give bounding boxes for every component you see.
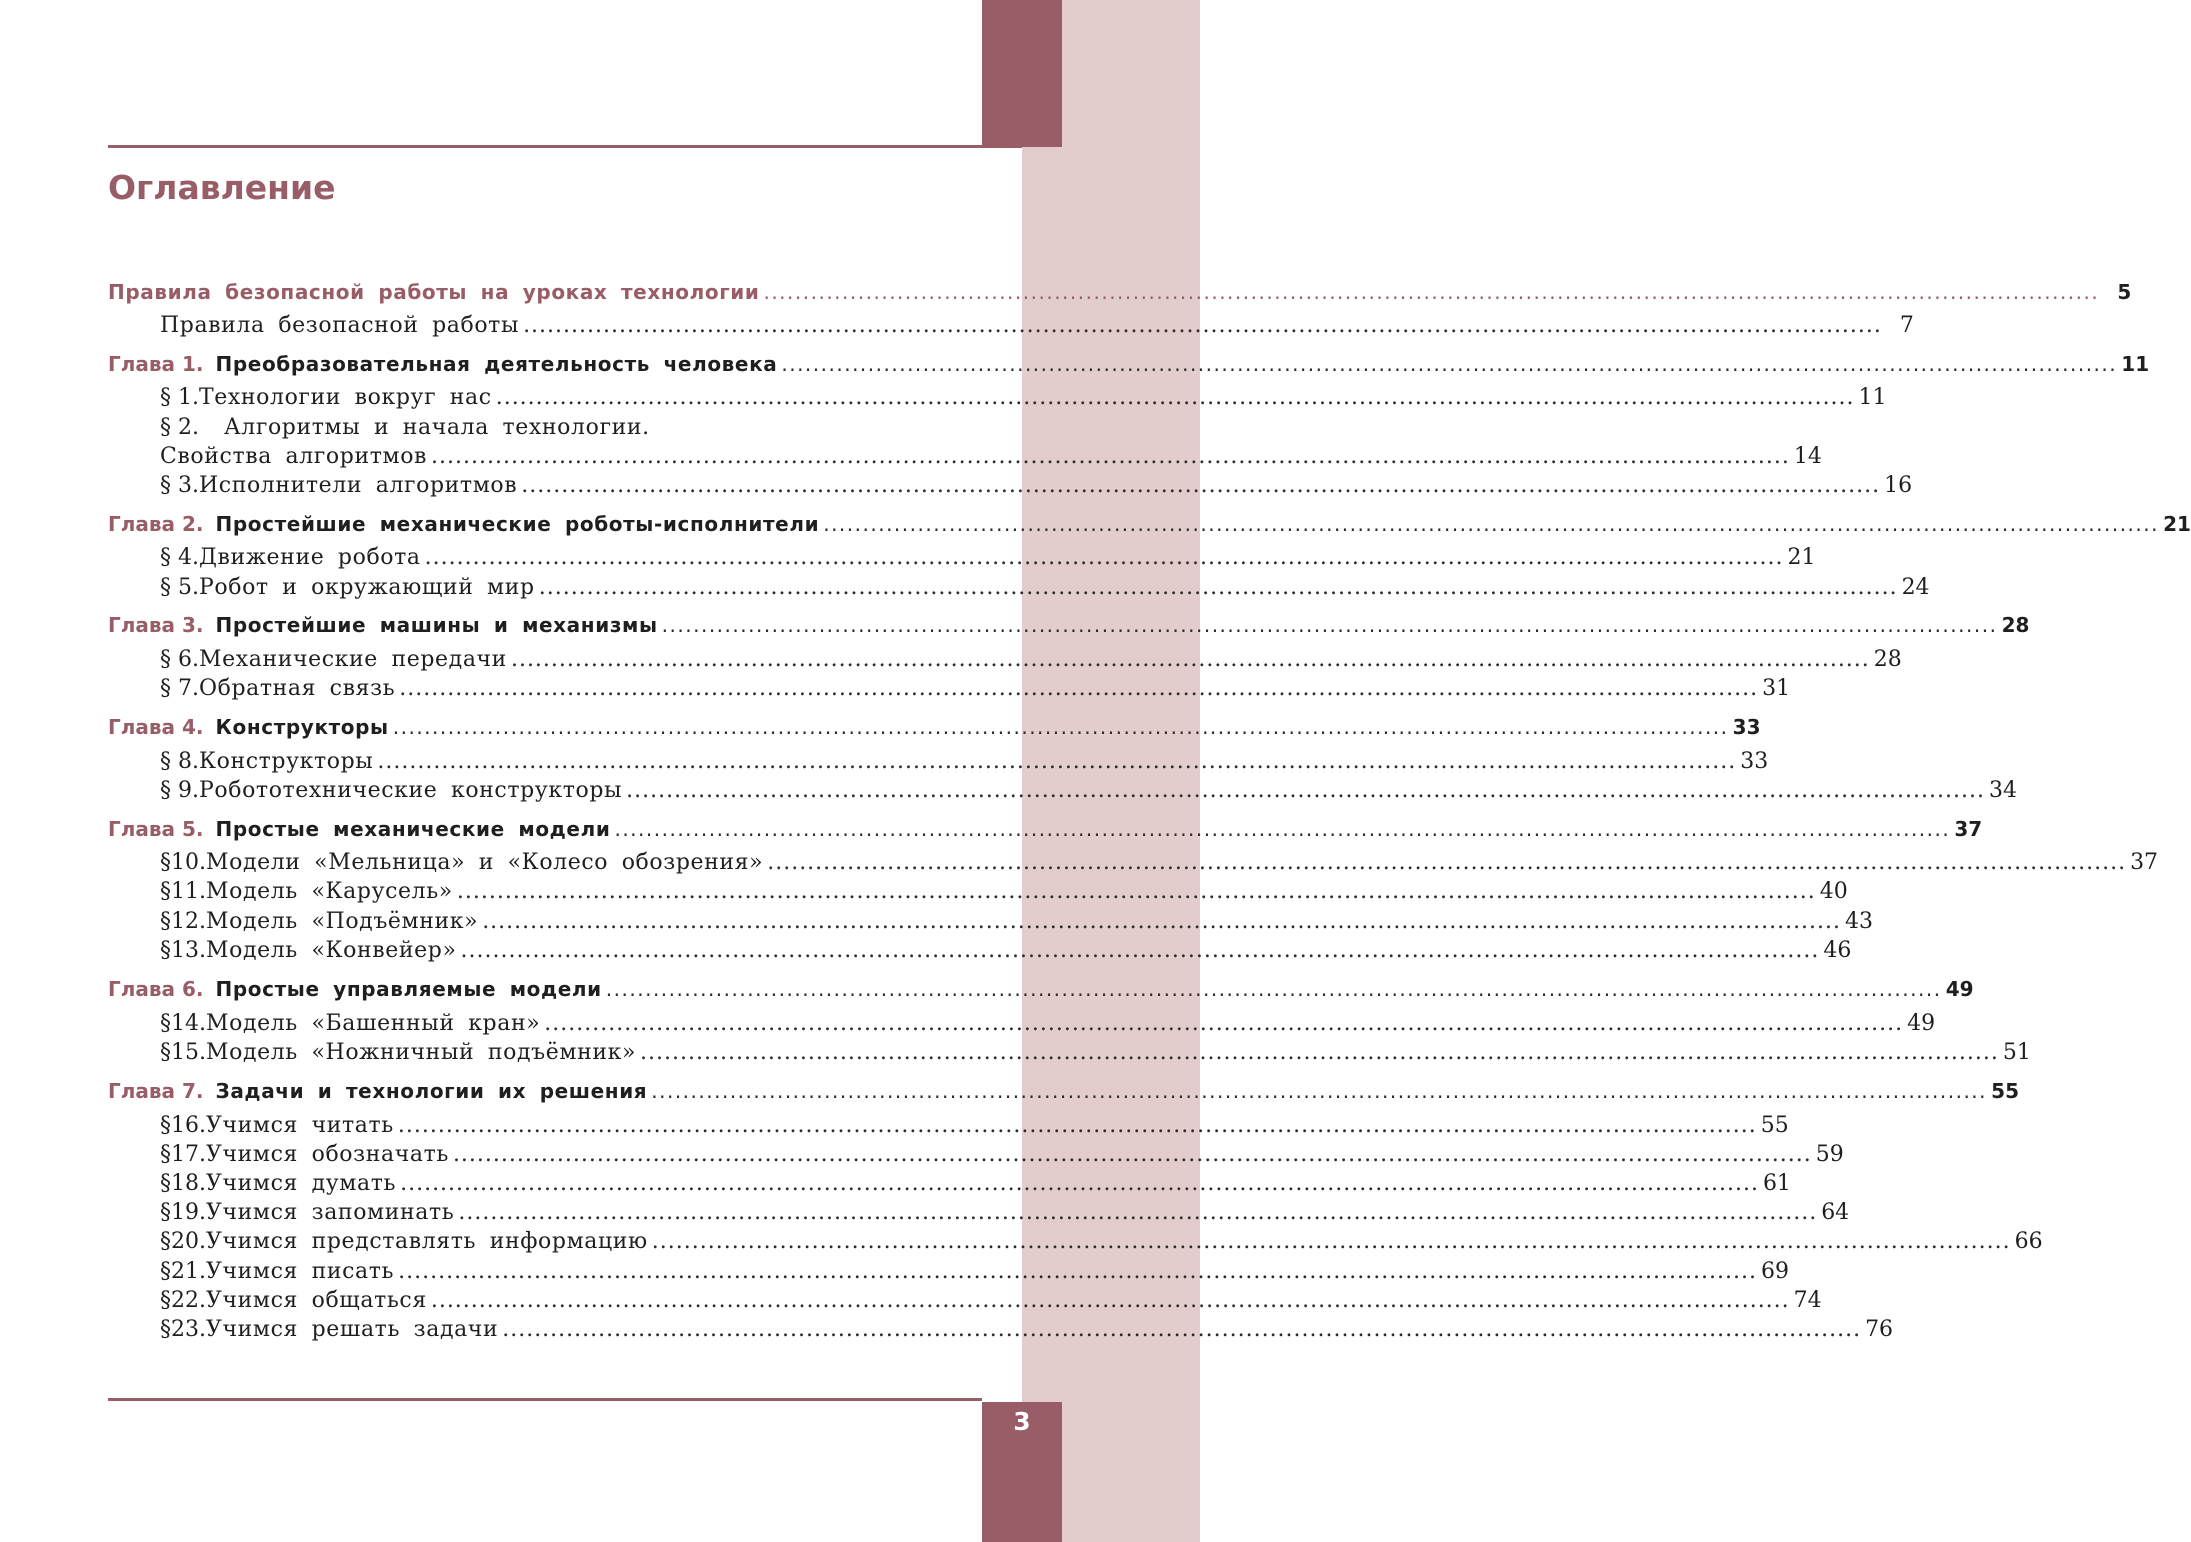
chapter-number: Глава 3.: [108, 613, 204, 637]
toc-page-number: 31: [1762, 676, 1791, 701]
toc-section-row[interactable]: [160, 935, 1852, 967]
toc-entry-title: Алгоритмы и начала технологии.: [224, 415, 650, 440]
dot-leader: ..........................................................................................................................................................................: [544, 1011, 1904, 1036]
toc-section-row[interactable]: [160, 572, 1930, 604]
toc-entry-title: Простейшие механические роботы-исполнители: [215, 512, 820, 536]
section-number: § 6.: [160, 647, 199, 672]
dot-leader: ..........................................................................................................................................................................: [767, 850, 2127, 875]
toc-page-number: 7: [1899, 313, 1914, 338]
toc-section-row[interactable]: [160, 775, 2017, 807]
toc-entry-title: Учимся писать: [206, 1259, 395, 1284]
toc-section-row[interactable]: [160, 673, 1791, 705]
toc-page-number: 16: [1884, 473, 1913, 498]
toc-section-row[interactable]: [160, 746, 1769, 778]
toc-chapter-row[interactable]: [108, 711, 1761, 743]
toc-entry-title: Модель «Башенный кран»: [206, 1011, 541, 1036]
toc-section-row[interactable]: [160, 1110, 1789, 1142]
section-number: §14.: [160, 1011, 206, 1036]
section-number: §13.: [160, 938, 206, 963]
dot-leader: ..........................................................................................................................................................................: [781, 352, 2118, 376]
toc-page-number: 61: [1762, 1171, 1791, 1196]
section-number: § 5.: [160, 575, 199, 600]
toc-section-row[interactable]: [160, 1168, 1791, 1200]
toc-section-row[interactable]: [160, 441, 1822, 473]
section-number: §11.: [160, 879, 206, 904]
toc-section-row[interactable]: [160, 1008, 1936, 1040]
toc-section-row[interactable]: [160, 310, 1914, 342]
toc-entry-title: Правила безопасной работы на уроках технологии: [108, 280, 760, 304]
toc-page-number: 76: [1865, 1317, 1894, 1342]
toc-entry-title: Задачи и технологии их решения: [215, 1079, 648, 1103]
toc-entry-title: Учимся читать: [206, 1113, 394, 1138]
section-number: §19.: [160, 1200, 206, 1225]
section-number: §22.: [160, 1288, 206, 1313]
section-number: §23.: [160, 1317, 206, 1342]
page-number: 3: [1013, 1407, 1031, 1436]
toc-entry-title: Модель «Подъёмник»: [206, 909, 479, 934]
toc-page-number: 5: [2117, 280, 2132, 304]
toc-page-number: 51: [2002, 1040, 2031, 1065]
section-number: §18.: [160, 1171, 206, 1196]
toc-page-number: 49: [1945, 977, 1974, 1001]
toc-chapter-row[interactable]: [108, 1075, 2020, 1107]
toc-entry-title: Учимся обозначать: [206, 1142, 449, 1167]
toc-page-number: 64: [1821, 1200, 1850, 1225]
dot-leader: ..........................................................................................................................................................................: [510, 647, 1870, 672]
toc-entry-title: Учимся запоминать: [206, 1200, 455, 1225]
section-number: § 8.: [160, 749, 199, 774]
chapter-number: Глава 5.: [108, 817, 204, 841]
toc-entry-title: Свойства алгоритмов: [160, 444, 428, 469]
section-number: § 3.: [160, 473, 199, 498]
toc-chapter-row[interactable]: [108, 276, 2132, 308]
toc-page-number: 66: [2014, 1229, 2043, 1254]
chapter-number: Глава 2.: [108, 512, 204, 536]
toc-page-number: 40: [1819, 879, 1848, 904]
section-number: §16.: [160, 1113, 206, 1138]
toc-entry-title: Модель «Конвейер»: [206, 938, 457, 963]
toc-section-row[interactable]: [160, 412, 982, 444]
toc-page-number: 74: [1793, 1288, 1822, 1313]
toc-section-row[interactable]: [160, 1314, 1894, 1346]
dot-leader: ..........................................................................................................................................................................: [452, 1142, 1812, 1167]
toc-section-row[interactable]: [160, 847, 2159, 879]
toc-entry-title: Простые управляемые модели: [215, 977, 602, 1001]
toc-entry-title: Робот и окружающий мир: [198, 575, 535, 600]
toc-entry-title: Простейшие машины и механизмы: [215, 613, 658, 637]
section-number: §20.: [160, 1229, 206, 1254]
toc-entry-title: Учимся представлять информацию: [206, 1229, 648, 1254]
toc-section-row[interactable]: [160, 876, 1848, 908]
toc-page-number: 28: [1873, 647, 1902, 672]
toc-entry-title: Правила безопасной работы: [160, 313, 520, 338]
toc-page-number: 37: [1954, 817, 1983, 841]
toc-entry-title: Модель «Карусель»: [206, 879, 453, 904]
toc-entry-title: Учимся общаться: [206, 1288, 427, 1313]
chapter-number: Глава 7.: [108, 1079, 204, 1103]
toc-entry-title: Модели «Мельница» и «Колесо обозрения»: [206, 850, 764, 875]
toc-entry-title: Движение робота: [198, 545, 421, 570]
toc-page-number: 28: [2001, 613, 2030, 637]
dot-leader: ..........................................................................................................................................................................: [661, 613, 1998, 637]
toc-entry-title: Модель «Ножничный подъёмник»: [206, 1040, 637, 1065]
toc-page-number: 11: [2121, 352, 2150, 376]
section-number: §17.: [160, 1142, 206, 1167]
toc-page-number: 55: [1760, 1113, 1789, 1138]
toc-entry-title: Робототехнические конструкторы: [198, 778, 623, 803]
section-number: § 9.: [160, 778, 199, 803]
dot-leader: ..........................................................................................................................................................................: [763, 280, 2100, 304]
toc-section-row[interactable]: [160, 542, 1816, 574]
toc-page-number: 21: [2163, 512, 2191, 536]
dot-leader: ..........................................................................................................................................................................: [398, 1259, 1757, 1284]
dot-leader: ..........................................................................................................................................................................: [640, 1040, 1999, 1065]
toc-page-number: 33: [1732, 715, 1761, 739]
dot-leader: ..........................................................................................................................................................................: [614, 817, 1951, 841]
toc-chapter-row[interactable]: [108, 508, 2191, 540]
dot-leader: ..........................................................................................................................................................................: [460, 938, 1820, 963]
toc-section-row[interactable]: [160, 644, 1902, 676]
toc-section-row[interactable]: [160, 1226, 2043, 1258]
toc-section-row[interactable]: [160, 906, 1874, 938]
toc-page-number: 55: [1991, 1079, 2020, 1103]
toc-entry-title: Исполнители алгоритмов: [198, 473, 518, 498]
toc-chapter-row[interactable]: [108, 348, 2150, 380]
toc-entry-title: Простые механические модели: [215, 817, 611, 841]
chapter-number: Глава 4.: [108, 715, 204, 739]
dot-leader: ..........................................................................................................................................................................: [392, 715, 1729, 739]
toc-page-number: 46: [1823, 938, 1852, 963]
toc-page-number: 11: [1858, 385, 1887, 410]
toc-page-number: 43: [1845, 909, 1874, 934]
section-number: § 1.: [160, 385, 199, 410]
dot-leader: ..........................................................................................................................................................................: [523, 313, 1882, 338]
toc-page-number: 21: [1787, 545, 1816, 570]
toc-section-row[interactable]: [160, 1285, 1822, 1317]
toc-section-row[interactable]: [160, 1037, 2031, 1069]
dot-leader: ..........................................................................................................................................................................: [400, 1171, 1759, 1196]
toc-page-number: 69: [1760, 1259, 1789, 1284]
toc-entry-title: Технологии вокруг нас: [198, 385, 492, 410]
toc-entry-title: Конструкторы: [215, 715, 389, 739]
dot-leader: ..........................................................................................................................................................................: [397, 1113, 1757, 1138]
toc-section-row[interactable]: [160, 1197, 1850, 1229]
dot-leader: ..........................................................................................................................................................................: [605, 977, 1942, 1001]
toc-page-number: 49: [1907, 1011, 1936, 1036]
toc-page-number: 33: [1740, 749, 1769, 774]
section-number: § 2.: [160, 415, 199, 440]
section-number: § 7.: [160, 676, 199, 701]
section-number: §21.: [160, 1259, 206, 1284]
dot-leader: ..........................................................................................................................................................................: [823, 512, 2159, 536]
dot-leader: ..........................................................................................................................................................................: [651, 1079, 1988, 1103]
toc-section-row[interactable]: [160, 1256, 1789, 1288]
toc-page-number: 37: [2130, 850, 2159, 875]
section-number: §12.: [160, 909, 206, 934]
dot-leader: ..........................................................................................................................................................................: [626, 778, 1985, 803]
dot-leader: ..........................................................................................................................................................................: [502, 1317, 1862, 1342]
toc-entry-title: Учимся решать задачи: [206, 1317, 499, 1342]
toc-page-number: 14: [1793, 444, 1822, 469]
dot-leader: ..........................................................................................................................................................................: [424, 545, 1784, 570]
dot-leader: ..........................................................................................................................................................................: [399, 676, 1759, 701]
dot-leader: ..........................................................................................................................................................................: [482, 909, 1842, 934]
toc-entry-title: Преобразовательная деятельность человека: [215, 352, 778, 376]
toc-section-row[interactable]: [160, 1139, 1844, 1171]
toc-section-row[interactable]: [160, 470, 1913, 502]
section-number: § 4.: [160, 545, 199, 570]
toc-chapter-row[interactable]: [108, 609, 2030, 641]
dot-leader: ..........................................................................................................................................................................: [456, 879, 1816, 904]
toc-page-number: 24: [1901, 575, 1930, 600]
dot-leader: ..........................................................................................................................................................................: [377, 749, 1737, 774]
toc-section-row[interactable]: [160, 382, 1887, 414]
toc-page-number: 34: [1988, 778, 2017, 803]
dot-leader: ..........................................................................................................................................................................: [495, 385, 1855, 410]
toc-chapter-row[interactable]: [108, 813, 1983, 845]
toc-page-number: 59: [1815, 1142, 1844, 1167]
dot-leader: ..........................................................................................................................................................................: [430, 1288, 1790, 1313]
toc-entry-title: Учимся думать: [206, 1171, 397, 1196]
chapter-number: Глава 1.: [108, 352, 204, 376]
toc-entry-title: Конструкторы: [198, 749, 374, 774]
section-number: §10.: [160, 850, 206, 875]
dot-leader: ..........................................................................................................................................................................: [458, 1200, 1818, 1225]
section-number: §15.: [160, 1040, 206, 1065]
toc-entry-title: Обратная связь: [198, 676, 396, 701]
page-title: Оглавление: [108, 168, 336, 207]
dot-leader: ..........................................................................................................................................................................: [651, 1229, 2011, 1254]
toc-chapter-row[interactable]: [108, 973, 1974, 1005]
toc-entry-title: Механические передачи: [198, 647, 507, 672]
dot-leader: ..........................................................................................................................................................................: [538, 575, 1898, 600]
chapter-number: Глава 6.: [108, 977, 204, 1001]
dot-leader: ..........................................................................................................................................................................: [521, 473, 1881, 498]
dot-leader: ..........................................................................................................................................................................: [431, 444, 1790, 469]
